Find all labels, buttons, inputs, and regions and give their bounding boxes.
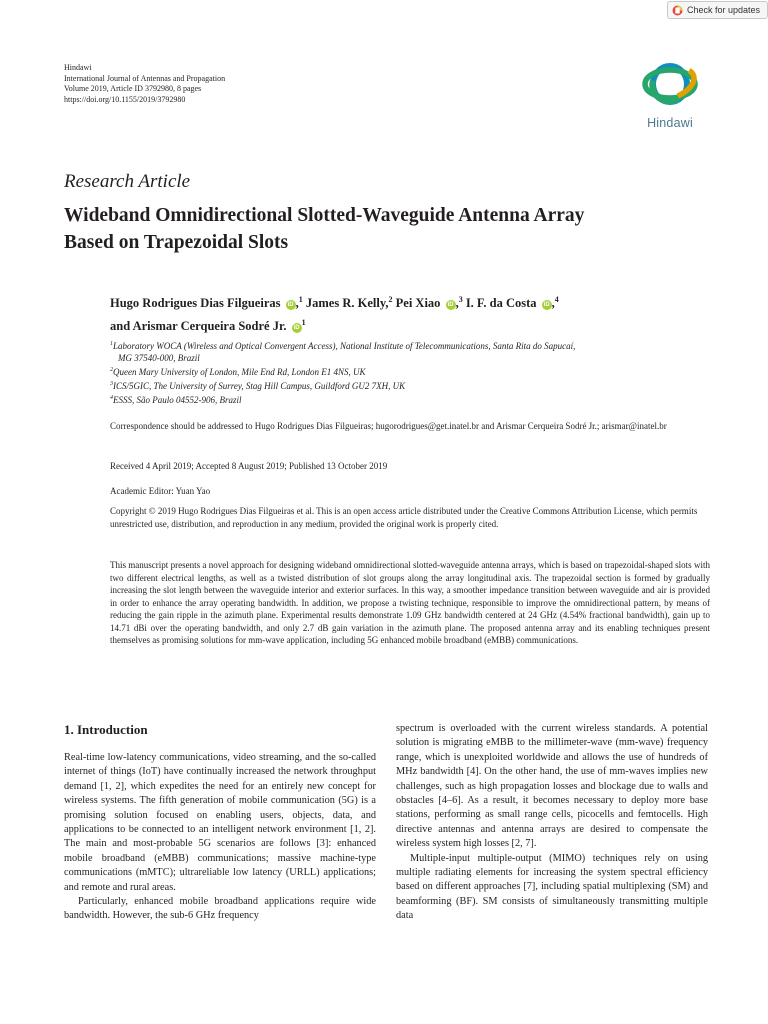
journal-volume: Volume 2019, Article ID 3792980, 8 pages [64,84,202,93]
check-for-updates-label: Check for updates [687,5,761,15]
affiliation-number: 3 [110,381,113,387]
author-affiliation-sup: 1 [301,318,306,328]
author-list [110,290,710,336]
affiliation-text: ICS/5GIC, The University of Surrey, Stag Hill Campus, Guildford GU2 7XH, UK [113,381,406,391]
title-line-2: Based on Trapezoidal Slots [64,232,289,253]
orcid-icon[interactable]: iD [287,302,294,309]
author-affiliation-sup: 2 [388,295,393,304]
affiliation-text: ESSS, São Paulo 04552-906, Brazil [113,395,242,405]
journal-info [64,63,225,105]
body-column-right [396,722,708,924]
orcid-icon[interactable]: iD [293,325,300,332]
paragraph: Particularly, enhanced mobile broadband applications require wide bandwidth. However, the sub-6 GHz frequency [64,896,376,922]
affiliation-2 [110,364,710,378]
abstract: This manuscript presents a novel approach for designing wideband omnidirectional slotted-waveguide antenna arrays, which is based on trapezoidal-shaped slots with two different electrical lengths, as well as a twisted distribution of slot groups along the array longitudinal axis. The trapezoidal section is formed by gradually increasing the slot length between the waveguide interior and exterior surfaces. In this way, a smoother impedance transition between waveguide and air is provided in order to enhance the array operating bandwidth. In addition, we propose a twisting technique, responsible to improve the omnidirectional pattern, by means of reducing the gain ripple in the azimuth plane. Experimental results demonstrate 1.09 GHz bandwidth centered at 24 GHz (4.54% fractional bandwidth), gain up to 14.71 dBi over the operating bandwidth, and only 2.7 dB gain variation in the azimuth plane. The proposed antenna array and its enabling techniques present themselves as promising solutions for mm-wave application, including 5G enhanced mobile broadband (eMBB) communications. [110,560,710,645]
correspondence: Correspondence should be addressed to Hugo Rodrigues Dias Filgueiras; hugorodrigues@get.inatel.br and Arismar Cerqueira Sodré Jr.; arismar@inatel.br [110,421,667,431]
orcid-icon[interactable]: iD [447,302,454,309]
author-affiliation-sup: 3 [458,295,463,304]
author-name[interactable]: James R. Kelly, [305,296,389,311]
academic-editor: Academic Editor: Yuan Yao [110,486,211,496]
check-for-updates-button[interactable] [667,1,768,19]
author-affiliation-sup: 4 [554,295,559,304]
orcid-icon[interactable]: iD [543,302,550,309]
article-title [64,202,704,256]
author-name[interactable]: Pei Xiao [395,296,441,311]
publication-dates: Received 4 April 2019; Accepted 8 August 2019; Published 13 October 2019 [110,461,388,471]
author-line-2 [110,313,710,336]
author-affiliation-sup: 1 [298,295,303,304]
paragraph: Real-time low-latency communications, video streaming, and the so-called internet of things (IoT) have continually increased the network throughput demand [1, 2], which expedites the need for an entirely new concept for wireless systems. The fifth generation of mobile communication (5G) is a promising solution focused on enabling users, objects, data, and applications to be connected to an intelligent network environment [1, 2]. The main and most-probable 5G scenarios are follows [3]: enhanced mobile broadband (eMBB) communications; massive machine-type communications (mMTC); ultrareliable low latency (URLL) applications; and remote and rural areas. [64,752,376,893]
affiliation-text: Laboratory WOCA (Wireless and Optical Convergent Access), National Institute of Telecommunications, Santa Rita do Sapucaí, [113,341,576,351]
section-heading: 1. Introduction [64,722,148,737]
affiliation-number: 1 [110,341,113,347]
copyright-notice: Copyright © 2019 Hugo Rodrigues Dias Filgueiras et al. This is an open access article distributed under the Creative Commons Attribution License, which permits unrestricted use, distribution, and reproduction in any medium, provided the original work is properly cited. [110,506,698,529]
affiliation-number: 2 [110,367,113,373]
article-type: Research Article [64,171,191,192]
author-name[interactable]: Hugo Rodrigues Dias Filgueiras [110,296,281,311]
affiliation-1 [110,338,710,352]
paragraph: spectrum is overloaded with the current wireless standards. A potential solution is migrating eMBB to the millimeter-wave (mm-wave) frequency range, which is unexploited worldwide and allows the use of hundreds of MHz bandwidth [4]. On the other hand, the use of mm-waves implies new challenges, such as high propagation losses and blockage due to walls and obstacles [4–6]. As a result, it becomes necessary to deploy more base stations, performing as small range cells, picocells and femtocells. High directive antennas and antenna arrays are desired to compensate the wireless system high losses [2, 7]. [396,723,708,850]
body-column-left [64,721,376,924]
affiliations [110,338,710,406]
crossmark-icon [672,5,683,16]
affiliation-number: 4 [110,395,113,401]
affiliation-text: Queen Mary University of London, Mile End Rd, London E1 4NS, UK [113,367,366,377]
title-line-1: Wideband Omnidirectional Slotted-Waveguide Antenna Array [64,205,585,226]
journal-name: International Journal of Antennas and Propagation [64,73,226,83]
affiliation-4 [110,392,710,406]
author-name[interactable]: I. F. da Costa [465,296,537,311]
author-name[interactable]: and Arismar Cerqueira Sodré Jr. [110,319,287,334]
affiliation-1-continued: MG 37540-000, Brazil [118,353,200,363]
publisher-name: Hindawi [64,63,92,72]
paragraph: Multiple-input multiple-output (MIMO) techniques rely on using multiple radiating elements for increasing the system spectral efficiency based on different approaches [7], including spatial multiplexing (SM) and beamforming (BF). SM consists of simultaneously transmitting multiple data [396,852,708,922]
hindawi-logo-text: Hindawi [647,116,693,130]
affiliation-3 [110,378,710,392]
author-line-1: Hugo Rodrigues Dias Filgueiras iD ,$^1$ James R. Kelly,$^2$ Pei Xiao iD ,$^3$ I. F. da Costa iD ,$^4$ [110,295,559,311]
journal-doi[interactable]: https://doi.org/10.1155/2019/3792980 [64,94,186,104]
